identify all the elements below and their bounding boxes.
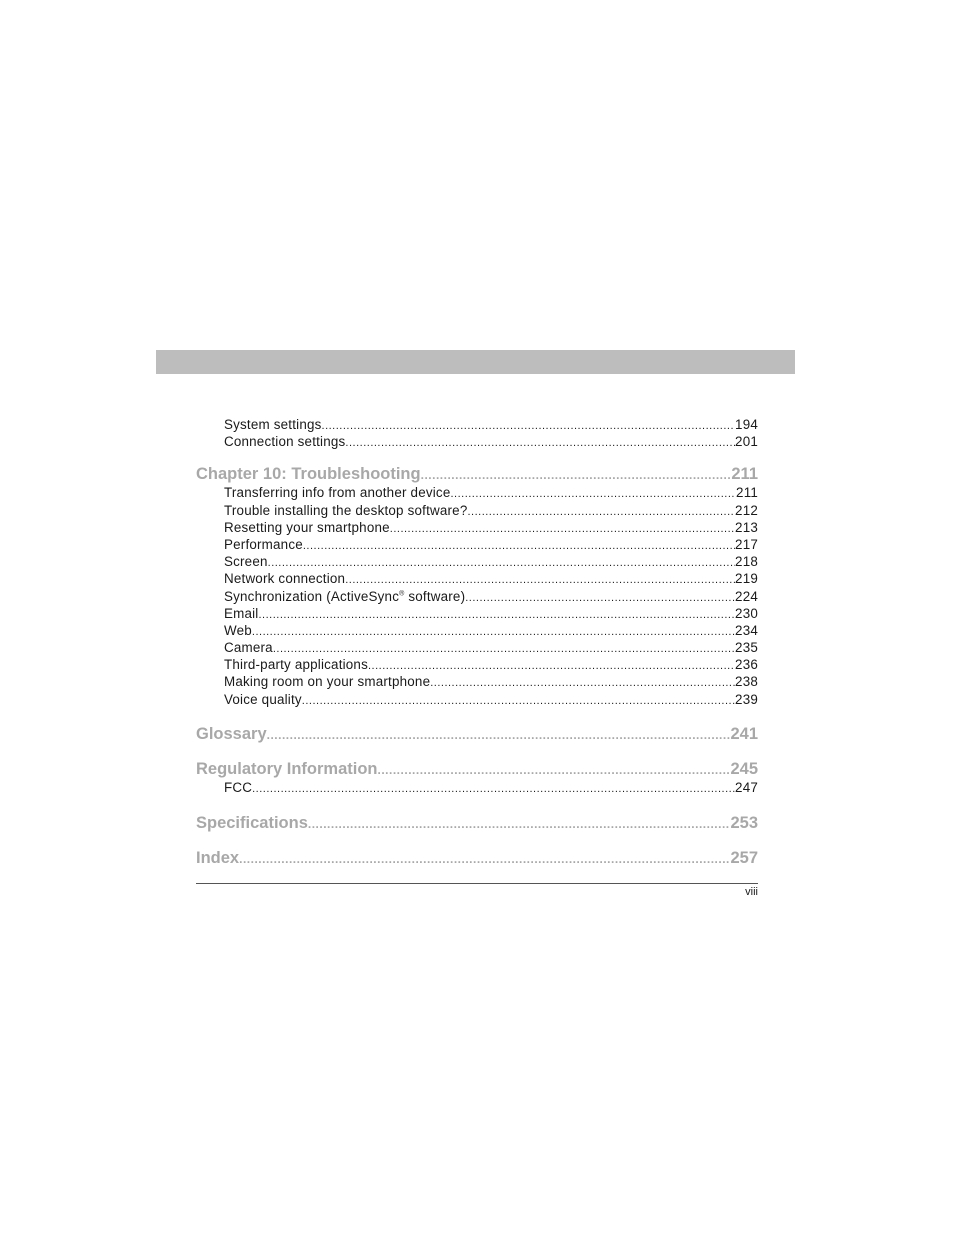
toc-entry[interactable] [196,691,758,708]
toc-entry-title: Screen [224,554,268,570]
toc-entry-title: Trouble installing the desktop software? [224,502,468,518]
dot-leader [322,416,736,433]
header-bar [156,350,795,374]
toc-entry-title: Resetting your smartphone [224,519,390,535]
chapter-page: 245 [730,759,758,778]
dot-leader [252,622,735,639]
toc-entry-title: System settings [224,417,322,432]
toc-entry-title: Camera [224,640,273,656]
toc-entry[interactable] [196,673,758,690]
title-part: Synchronization (ActiveSync [224,588,400,604]
toc-entry-page: 238 [735,674,758,690]
toc-entry[interactable] [196,570,758,587]
toc-glossary[interactable] [196,724,758,744]
chapter-page: 241 [730,724,758,743]
dot-leader [368,656,735,673]
toc-entry-title: Email [224,605,259,621]
chapter-page: 253 [730,814,758,832]
toc-entry-title: FCC [224,779,253,795]
dot-leader [302,691,735,708]
toc-entry-title: Performance [224,536,303,552]
toc-entry-title [224,588,465,605]
toc-entry-page: 219 [735,571,758,587]
toc-entry-page: 230 [735,605,758,621]
dot-leader [430,673,735,690]
toc-entry[interactable] [196,502,758,519]
chapter-title: Chapter 10: Troubleshooting [196,465,421,484]
footer-page-number: viii [745,886,758,898]
toc-entry-title: Making room on your smartphone [224,674,431,690]
toc-entry-page: 234 [735,622,758,638]
dot-leader [273,639,735,656]
dot-leader [345,570,735,587]
toc-entry[interactable] [196,553,758,570]
footer-rule [196,883,758,884]
toc-index[interactable] [196,848,758,868]
dot-leader [268,553,735,570]
toc-chapter-10[interactable] [196,464,758,484]
dot-leader [390,519,735,536]
toc-entry-page: 218 [735,554,758,570]
toc-regulatory-information[interactable] [196,759,758,779]
chapter-page: 257 [730,849,758,867]
toc-entry-page: 212 [735,502,758,518]
toc-entry[interactable] [196,605,758,622]
toc-entry-page: 211 [736,485,758,501]
toc-entry[interactable] [196,484,758,501]
toc-entry-title: Voice quality [224,691,302,707]
toc-entry-page: 247 [735,779,758,795]
chapter-title: Glossary [196,724,267,743]
toc-specifications[interactable] [196,813,758,833]
toc-entry[interactable] [196,588,758,605]
table-of-contents [196,416,758,868]
toc-entry-title: Connection settings [224,434,346,450]
dot-leader [258,605,735,622]
toc-entry-page: 217 [735,536,758,552]
dot-leader [267,724,731,744]
dot-leader [378,759,731,779]
dot-leader [308,813,731,833]
dot-leader [421,464,732,484]
chapter-title: Specifications [196,814,308,832]
chapter-title: Index [196,849,240,867]
toc-entry-title: Third-party applications [224,657,368,673]
toc-entry-title: Web [224,622,252,638]
dot-leader [345,433,735,450]
dot-leader [450,484,736,501]
toc-entry-page: 213 [735,519,758,535]
dot-leader [303,536,735,553]
toc-entry-fcc[interactable] [196,779,758,796]
toc-entry-system-settings[interactable] [196,416,758,433]
toc-entry[interactable] [196,639,758,656]
dot-leader [465,588,735,605]
toc-entry-page: 239 [735,691,758,707]
chapter-title: Regulatory Information [196,759,378,778]
dot-leader [467,502,735,519]
chapter-page: 211 [731,465,758,484]
toc-entry-page: 224 [735,588,758,604]
toc-entry-page: 201 [735,434,758,450]
toc-entry[interactable] [196,656,758,673]
title-part: software) [404,588,466,604]
toc-entry-title: Transferring info from another device [224,485,451,501]
dot-leader [252,779,735,796]
toc-entry-page: 236 [735,657,758,673]
toc-entry-title: Network connection [224,571,346,587]
toc-entry-page: 194 [735,417,758,432]
dot-leader [239,848,730,868]
toc-entry[interactable] [196,536,758,553]
toc-entry[interactable] [196,519,758,536]
registered-mark: ® [399,590,405,598]
toc-entry[interactable] [196,622,758,639]
toc-entry-page: 235 [735,640,758,656]
toc-entry-connection-settings[interactable] [196,433,758,450]
